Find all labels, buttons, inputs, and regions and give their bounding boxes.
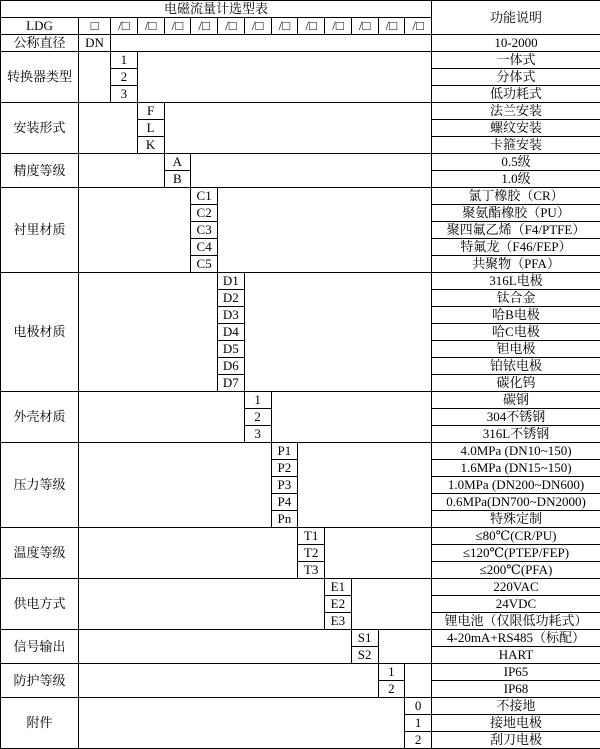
spacer-cell — [351, 579, 431, 630]
option-function: IP65 — [432, 664, 600, 681]
table-row — [1, 1, 600, 18]
model-option-box: /□ — [271, 18, 298, 35]
model-option-box: /□ — [111, 18, 138, 35]
option-function: 10-2000 — [432, 35, 600, 52]
option-function: 0.5级 — [432, 154, 600, 171]
spacer-cell — [378, 630, 432, 664]
option-function: 316L不锈钢 — [432, 426, 600, 443]
option-function: ≤120℃(PTEP/FEP) — [432, 545, 600, 562]
group-label: 信号输出 — [1, 630, 79, 664]
option-function: 铂铱电极 — [432, 358, 600, 375]
table-row — [1, 52, 600, 69]
option-code: C3 — [191, 222, 218, 239]
option-function: 1.0级 — [432, 171, 600, 188]
option-function: 钛合金 — [432, 290, 600, 307]
option-code: D4 — [218, 324, 245, 341]
group-label: 安装形式 — [1, 103, 79, 154]
group-label: 防护等级 — [1, 664, 79, 698]
group-label: 压力等级 — [1, 443, 79, 528]
table-row — [1, 35, 600, 52]
option-function: ≤80℃(CR/PU) — [432, 528, 600, 545]
option-function: 4-20mA+RS485（标配） — [432, 630, 600, 647]
spacer-cell — [79, 630, 352, 664]
option-function: 法兰安装 — [432, 103, 600, 120]
group-label: 温度等级 — [1, 528, 79, 579]
option-code: 1 — [405, 715, 432, 732]
option-code: P3 — [271, 477, 298, 494]
spacer-cell — [79, 528, 298, 579]
option-function: 共聚物（PFA） — [432, 256, 600, 273]
option-code: 1 — [378, 664, 405, 681]
option-code: P1 — [271, 443, 298, 460]
option-function: 304不锈钢 — [432, 409, 600, 426]
table-row — [1, 103, 600, 120]
table-row — [1, 392, 600, 409]
spacer-cell — [191, 154, 432, 188]
option-function: 24VDC — [432, 596, 600, 613]
option-code: P2 — [271, 460, 298, 477]
group-label: 外壳材质 — [1, 392, 79, 443]
option-code: C4 — [191, 239, 218, 256]
option-function: 1.6MPa (DN15~150) — [432, 460, 600, 477]
option-code: F — [137, 103, 164, 120]
option-function: 0.6MPa(DN700~DN2000) — [432, 494, 600, 511]
option-function: 不接地 — [432, 698, 600, 715]
option-function: 聚氨酯橡胶（PU） — [432, 205, 600, 222]
option-function: 316L电极 — [432, 273, 600, 290]
model-option-box: /□ — [378, 18, 405, 35]
option-code: K — [137, 137, 164, 154]
model-option-box: /□ — [405, 18, 432, 35]
model-prefix: LDG — [1, 18, 79, 35]
selection-table-body — [1, 1, 600, 749]
spacer-cell — [298, 443, 432, 528]
table-row — [1, 443, 600, 460]
option-code: A — [164, 154, 191, 171]
option-function: 碳钢 — [432, 392, 600, 409]
model-option-box: /□ — [218, 18, 245, 35]
option-code: 1 — [244, 392, 271, 409]
option-code: 2 — [378, 681, 405, 698]
option-function: 刮刀电极 — [432, 732, 600, 749]
option-code: D6 — [218, 358, 245, 375]
option-function: 一体式 — [432, 52, 600, 69]
option-function: 特殊定制 — [432, 511, 600, 528]
table-row — [1, 630, 600, 647]
option-code: D2 — [218, 290, 245, 307]
option-function: 特氟龙（F46/FEP） — [432, 239, 600, 256]
option-function: 4.0MPa (DN10~150) — [432, 443, 600, 460]
group-label: 衬里材质 — [1, 188, 79, 273]
spacer-cell — [218, 188, 432, 273]
model-option-box: /□ — [325, 18, 352, 35]
model-option-box: /□ — [137, 18, 164, 35]
table-row — [1, 273, 600, 290]
model-option-box: /□ — [244, 18, 271, 35]
spacer-cell — [79, 103, 138, 154]
option-code: E1 — [325, 579, 352, 596]
model-base-box: □ — [79, 18, 111, 35]
option-function: 220VAC — [432, 579, 600, 596]
option-function: 卡箍安装 — [432, 137, 600, 154]
option-function: 1.0MPa (DN200~DN600) — [432, 477, 600, 494]
model-option-box: /□ — [191, 18, 218, 35]
spacer-cell — [325, 528, 432, 579]
option-function: 哈B电极 — [432, 307, 600, 324]
option-code: 3 — [244, 426, 271, 443]
group-label: 精度等级 — [1, 154, 79, 188]
option-code: T1 — [298, 528, 325, 545]
function-column-header: 功能说明 — [432, 1, 600, 35]
spacer-cell — [79, 579, 325, 630]
model-option-box: /□ — [351, 18, 378, 35]
option-code: 2 — [111, 69, 138, 86]
option-code: L — [137, 120, 164, 137]
spacer-cell — [79, 698, 405, 749]
option-code: T2 — [298, 545, 325, 562]
option-code: B — [164, 171, 191, 188]
spacer-cell — [111, 35, 432, 52]
option-code: C1 — [191, 188, 218, 205]
spacer-cell — [79, 664, 379, 698]
spacer-cell — [79, 154, 165, 188]
option-code: 3 — [111, 86, 138, 103]
spacer-cell — [271, 392, 432, 443]
option-code: T3 — [298, 562, 325, 579]
option-code: C5 — [191, 256, 218, 273]
option-code: S1 — [351, 630, 378, 647]
group-label: 附件 — [1, 698, 79, 749]
spacer-cell — [244, 273, 431, 392]
option-code: P4 — [271, 494, 298, 511]
table-row — [1, 154, 600, 171]
option-function: HART — [432, 647, 600, 664]
table-row — [1, 528, 600, 545]
spacer-cell — [79, 52, 111, 103]
option-function: 钽电极 — [432, 341, 600, 358]
group-label: 电极材质 — [1, 273, 79, 392]
option-function: 哈C电极 — [432, 324, 600, 341]
spacer-cell — [79, 273, 218, 392]
option-code: Pn — [271, 511, 298, 528]
model-option-box: /□ — [298, 18, 325, 35]
group-label: 公称直径 — [1, 35, 79, 52]
spacer-cell — [79, 392, 245, 443]
option-function: IP68 — [432, 681, 600, 698]
option-function: 氯丁橡胶（CR） — [432, 188, 600, 205]
option-function: 锂电池（仅限低功耗式） — [432, 613, 600, 630]
option-code: 0 — [405, 698, 432, 715]
option-code: E2 — [325, 596, 352, 613]
table-row — [1, 698, 600, 715]
option-function: 螺纹安装 — [432, 120, 600, 137]
option-code: S2 — [351, 647, 378, 664]
model-option-box: /□ — [164, 18, 191, 35]
option-code: D3 — [218, 307, 245, 324]
option-code: E3 — [325, 613, 352, 630]
option-function: 聚四氟乙烯（F4/PTFE） — [432, 222, 600, 239]
table-row — [1, 188, 600, 205]
spacer-cell — [137, 52, 431, 103]
table-row — [1, 579, 600, 596]
spacer-cell — [79, 188, 191, 273]
option-function: 低功耗式 — [432, 86, 600, 103]
option-code: D7 — [218, 375, 245, 392]
option-code: D5 — [218, 341, 245, 358]
option-function: 碳化钨 — [432, 375, 600, 392]
option-code: 1 — [111, 52, 138, 69]
table-title: 电磁流量计选型表 — [1, 1, 432, 18]
spacer-cell — [79, 443, 272, 528]
option-function: 分体式 — [432, 69, 600, 86]
option-function: ≤200℃(PFA) — [432, 562, 600, 579]
option-code: 2 — [405, 732, 432, 749]
option-function: 接地电极 — [432, 715, 600, 732]
spacer-cell — [405, 664, 432, 698]
option-code: 2 — [244, 409, 271, 426]
option-code: C2 — [191, 205, 218, 222]
table-row — [1, 664, 600, 681]
spacer-cell — [164, 103, 432, 154]
option-code: DN — [79, 35, 111, 52]
option-code: D1 — [218, 273, 245, 290]
group-label: 转换器类型 — [1, 52, 79, 103]
group-label: 供电方式 — [1, 579, 79, 630]
